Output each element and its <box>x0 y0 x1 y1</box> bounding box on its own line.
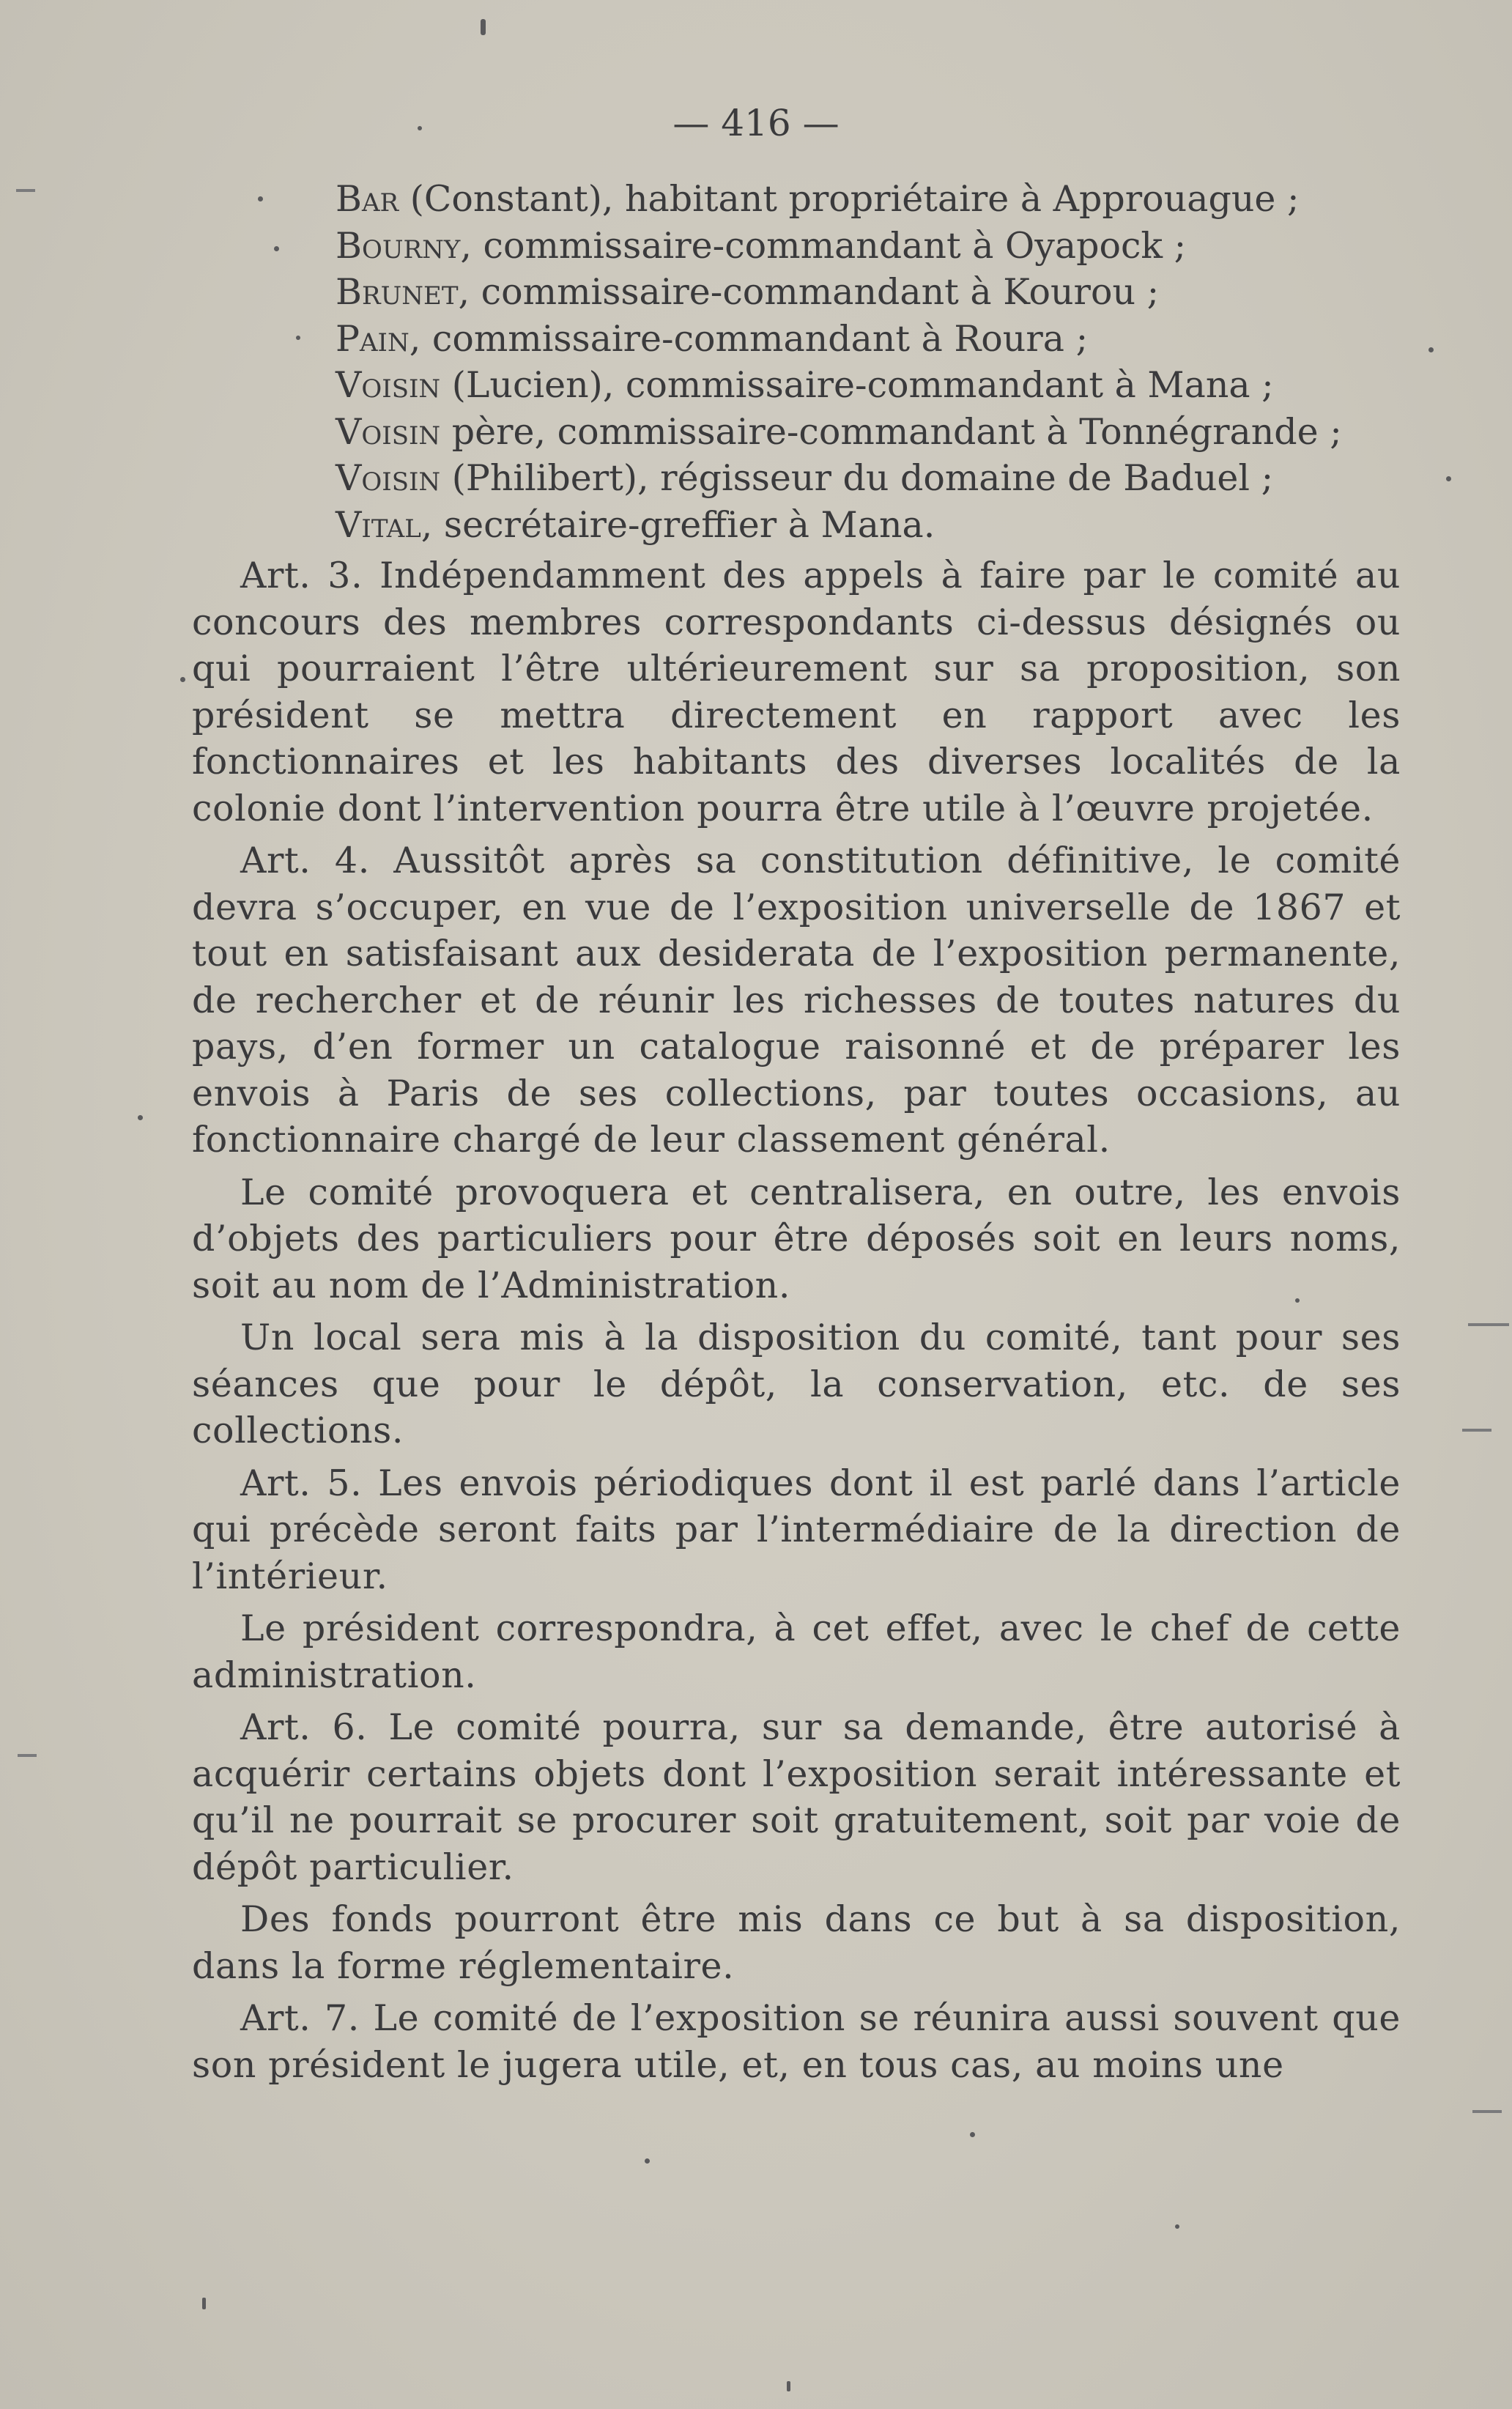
member-list <box>192 176 1401 548</box>
member-surname: Bar <box>336 178 399 220</box>
scan-speck <box>180 677 185 682</box>
member-description: , commissaire-commandant à Kourou ; <box>458 271 1160 313</box>
margin-mark <box>1472 2110 1502 2113</box>
scan-speck <box>1428 347 1434 352</box>
body-paragraph: Le comité provoquera et centralisera, en outre, les envois d’objets des particuliers pour être déposés soit en leurs noms, soit au nom de l’Administration. <box>192 1171 1401 1306</box>
margin-mark <box>18 1754 37 1757</box>
member-description: , commissaire-commandant à Roura ; <box>409 317 1089 360</box>
scan-speck <box>1175 2224 1179 2229</box>
page-number: — 416 — <box>672 102 840 144</box>
member-surname: Voisin <box>336 457 441 499</box>
body-paragraph: Le président correspondra, à cet effet, avec le chef de cette administration. <box>192 1607 1401 1696</box>
scan-speck <box>645 2158 650 2164</box>
member-list-item <box>192 269 1401 316</box>
margin-mark <box>1462 1429 1491 1432</box>
member-surname: Pain <box>336 317 410 360</box>
member-surname: Brunet <box>336 271 459 313</box>
member-list-item <box>192 362 1401 409</box>
member-description: (Lucien), commissaire-commandant à Mana ; <box>440 364 1274 406</box>
member-description: (Constant), habitant propriétaire à Approuague ; <box>399 178 1300 220</box>
member-description: (Philibert), régisseur du domaine de Baduel ; <box>440 457 1274 499</box>
member-list-item <box>192 223 1401 270</box>
member-surname: Voisin <box>336 410 441 453</box>
body-paragraph: Un local sera mis à la disposition du comité, tant pour ses séances que pour le dépôt, la conservation, etc. de ses collections. <box>192 1317 1401 1451</box>
scan-speck <box>202 2298 206 2309</box>
article-6-paragraph: Art. 6. Le comité pourra, sur sa demande, être autorisé à acquérir certains objets dont l’exposition serait intéressante et qu’il ne pourrait se procurer soit gratuitement, soit par voie de dépôt particulier. <box>192 1706 1401 1888</box>
scan-speck <box>970 2132 975 2137</box>
article-4-paragraph: Art. 4. Aussitôt après sa constitution définitive, le comité devra s’occuper, en vue de l’exposition universelle de 1867 et tout en satisfaisant aux desiderata de l’exposition permanente, de rechercher et de réunir les richesses de toutes natures du pays, d’en former un catalogue raisonné et de préparer les envois à Paris de ses collections, par toutes occasions, au fonctionnaire chargé de leur classement général. <box>192 840 1401 1161</box>
member-list-item <box>192 455 1401 502</box>
margin-mark <box>16 189 35 192</box>
margin-mark <box>1468 1323 1509 1326</box>
member-list-item <box>192 176 1401 223</box>
member-surname: Vital <box>336 503 421 546</box>
member-description: , commissaire-commandant à Oyapock ; <box>460 224 1187 267</box>
member-list-item <box>192 409 1401 456</box>
member-description: , secrétaire-greffier à Mana. <box>420 503 935 546</box>
article-5-paragraph: Art. 5. Les envois périodiques dont il est parlé dans l’article qui précède seront faits par l’intermédiaire de la direction de l’intérieur. <box>192 1462 1401 1597</box>
scan-speck <box>787 2381 790 2391</box>
member-list-item <box>192 502 1401 549</box>
article-3-paragraph: Art. 3. Indépendamment des appels à faire par le comité au concours des membres correspondants ci-dessus désignés ou qui pourraient l’être ultérieurement sur sa proposition, son président se mettra directement en rapport avec les fonctionnaires et les habitants des diverses localités de la colonie dont l’intervention pourra être utile à l’œuvre projetée. <box>192 555 1401 829</box>
member-surname: Voisin <box>336 364 441 406</box>
member-description: père, commissaire-commandant à Tonnégrande ; <box>440 410 1342 453</box>
article-7-paragraph: Art. 7. Le comité de l’exposition se réunira aussi souvent que son président le jugera utile, et, en tous cas, au moins une <box>192 1997 1401 2086</box>
scan-speck <box>1446 476 1451 481</box>
scan-speck <box>481 19 486 35</box>
scan-speck <box>138 1115 143 1120</box>
member-list-item <box>192 316 1401 363</box>
member-surname: Bourny <box>336 224 461 267</box>
body-text <box>192 176 1401 2088</box>
body-paragraph: Des fonds pourront être mis dans ce but à sa disposition, dans la forme réglementaire. <box>192 1898 1401 1987</box>
